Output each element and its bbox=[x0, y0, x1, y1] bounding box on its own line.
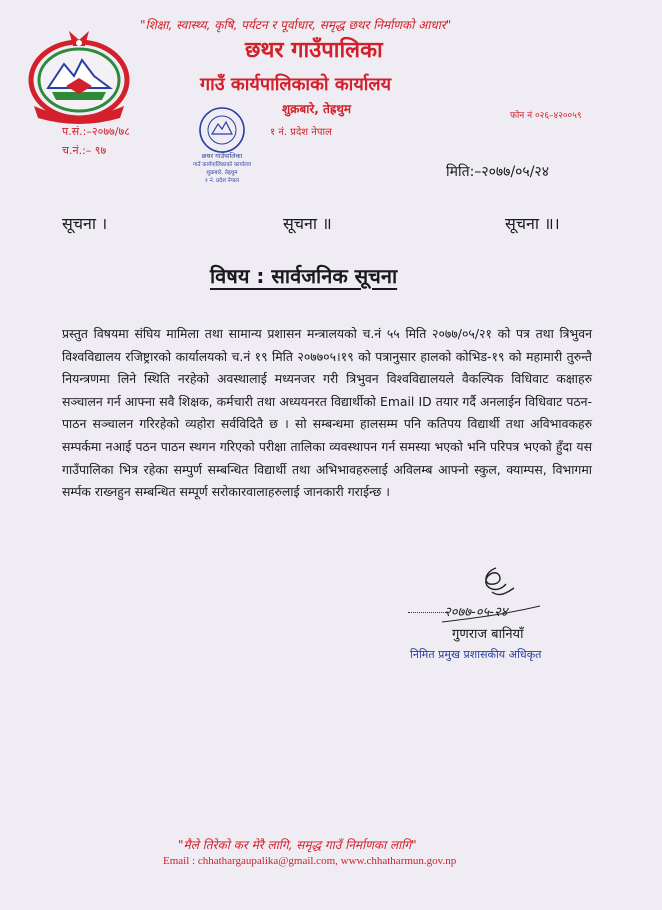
stamp-line-3: शुक्रबारे, तेह्रथुम bbox=[206, 170, 238, 176]
signature-dotted-line bbox=[408, 612, 448, 613]
dispatch-number: च.नं.:– ९७ bbox=[62, 144, 107, 157]
stamp-line-4: १ नं. प्रदेश नेपाल bbox=[204, 178, 240, 184]
header-motto: "शिक्षा, स्वास्थ्य, कृषि, पर्यटन र पूर्वाधार, समृद्ध छथर निर्माणको आधार" bbox=[140, 18, 452, 32]
footer-contact: Email : chhathargaupalika@gmail.com, www.chhatharmun.gov.np bbox=[163, 855, 457, 867]
stamp-line-1: छथर गाउँपालिका bbox=[201, 152, 243, 160]
office-location: शुक्रबारे, तेह्रथुम bbox=[282, 102, 352, 116]
reference-number: प.सं.:–२०७७/७८ bbox=[62, 125, 130, 138]
org-name: छथर गाउँपालिका bbox=[245, 38, 383, 63]
office-stamp bbox=[180, 100, 264, 190]
nepal-emblem-icon bbox=[24, 26, 134, 124]
stamp-line-2: गाउँ कार्यपालिकाको कार्यालय bbox=[192, 162, 252, 168]
notice-heading-1: सूचना । bbox=[62, 214, 108, 233]
footer-motto: "मैले तिरेको कर मेरै लागि, समृद्ध गाउँ निर्माणका लागि" bbox=[178, 838, 417, 852]
signatory-name: गुणराज बानियाँ bbox=[452, 627, 524, 642]
signatory-title: निमित प्रमुख प्रशासकीय अधिकृत bbox=[410, 648, 542, 661]
notice-body: प्रस्तुत विषयमा संघिय मामिला तथा सामान्य प्रशासन मन्त्रालयको च.नं ५५ मिति २०७७/०५/२१ को पत्र तथा त्रिभुवन विश्वविद्यालय रजिष्ट्रारको कार्यालयको च.नं १९ मिति २०७७०५।१९ को पत्रानुसार हालको कोभिड-१९ को महामारी तुरुन्तै नियन्त्रणमा लिने स्थिति नरहेको अवस्थालाई मध्यनजर गरी त्रिभुवन विश्वविद्यालयले वैकल्पिक विधिवाट कक्षाहरु सञ्चालन गर्न आफ्ना सवै शिक्षक, कर्मचारी तथा अध्ययनरत विद्यार्थीको Email ID तयार गर्दै अनलाईन विधिवाट पठन-पाठन सञ्चालन गरिरहेको व्यहोरा सर्वविदितै छ । सो सम्बन्धमा हालसम्म पनि कतिपय विद्यार्थी तथा अविभावकहरु सम्पर्कमा नआई पठन पाठन स्थगन गरिएको परीक्षा तालिका व्यवस्थापन गर्न समस्या भएको भनि परिपत्र भएको हुँदा यस गाउँपालिका भित्र रहेका सम्पुर्ण सम्बन्धित विद्यार्थी तथा अभिभावहरुलाई अविलम्ब आफ्नो स्कुल, क्याम्पस, विभागमा सर्म्पक राख्नहुन सम्बन्धित सम्पूर्ण सरोकारवालाहरुलाई जानकारी गराईन्छ । bbox=[62, 326, 592, 500]
handwritten-signature bbox=[436, 562, 546, 630]
office-name: गाउँ कार्यपालिकाको कार्यालय bbox=[200, 74, 392, 95]
phone-number: फोन नं ०२६–४२००५९ bbox=[510, 111, 582, 121]
province: १ नं. प्रदेश नेपाल bbox=[270, 127, 332, 138]
subject-line: विषय : सार्वजनिक सूचना bbox=[210, 264, 398, 288]
signature-date: २०७७-०५-२४ bbox=[444, 605, 508, 620]
letter-date: मिति:–२०७७/०५/२४ bbox=[446, 164, 549, 180]
notice-heading-2: सूचना ॥ bbox=[283, 214, 332, 233]
notice-heading-3: सूचना ॥। bbox=[505, 214, 560, 233]
